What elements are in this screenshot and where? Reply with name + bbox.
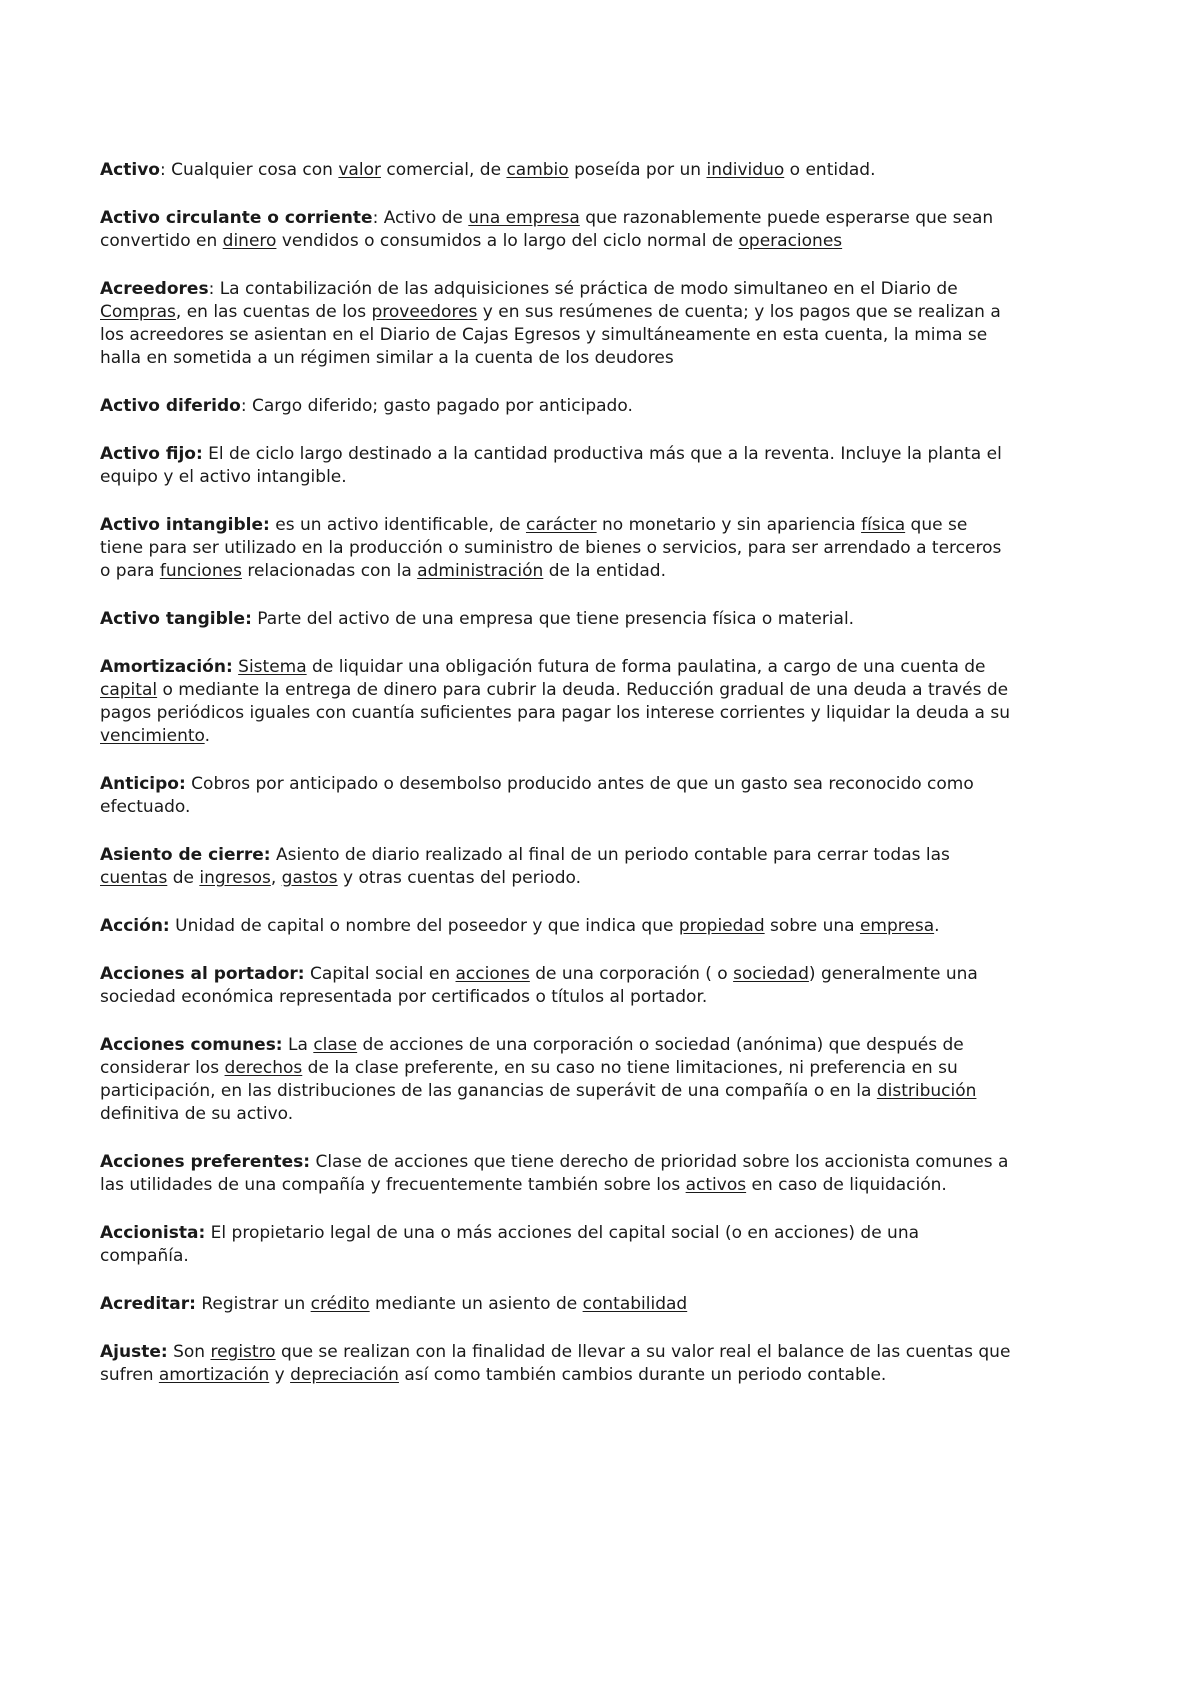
definition-text: de acciones de una corporación o sociedad (anónima) que después de considerar los — [100, 1035, 964, 1078]
glossary-link[interactable]: proveedores — [371, 302, 478, 322]
definition-text: ) generalmente una sociedad económica representada por certificados o títulos al portador. — [100, 964, 978, 1007]
definition-text: comercial, de — [380, 160, 507, 180]
glossary-entry — [100, 1341, 1012, 1387]
definition-text: así como también cambios durante un periodo contable. — [398, 1365, 887, 1385]
glossary-entry — [100, 514, 1012, 583]
glossary-link[interactable]: una empresa — [468, 208, 580, 228]
glossary-link[interactable]: dinero — [222, 231, 277, 251]
glossary-link[interactable]: ingresos — [199, 868, 271, 888]
definition-text: : La contabilización de las adquisiciones sé práctica de modo simultaneo en el Diario de — [208, 279, 958, 299]
definition-text: . — [934, 916, 940, 936]
definition-text: definitiva de su activo. — [100, 1104, 294, 1124]
definition-text: , — [270, 868, 282, 888]
glossary-link[interactable]: depreciación — [290, 1365, 399, 1385]
glossary-entry — [100, 1151, 1012, 1197]
definition-text: Registrar un — [195, 1294, 311, 1314]
definition-text: El de ciclo largo destinado a la cantidad productiva más que a la reventa. Incluye la planta el equipo y el activo intangible. — [100, 444, 1002, 487]
definition-text: de la entidad. — [543, 561, 666, 581]
glossary-link[interactable]: Sistema — [238, 657, 307, 677]
definition-text: que se tiene para ser utilizado en la producción o suministro de bienes o servicios, para ser arrendado a terceros o para — [100, 515, 1002, 581]
definition-text: Capital social en — [304, 964, 456, 984]
glossary-link[interactable]: derechos — [224, 1058, 303, 1078]
glossary-link[interactable]: vencimiento — [100, 726, 205, 746]
definition-text: Unidad de capital o nombre del poseedor y que indica que — [169, 916, 679, 936]
glossary-link[interactable]: administración — [417, 561, 544, 581]
glossary-link[interactable]: funciones — [159, 561, 242, 581]
definition-text: y otras cuentas del periodo. — [337, 868, 581, 888]
glossary-link[interactable]: individuo — [706, 160, 785, 180]
glossary-entry — [100, 608, 1012, 631]
glossary-entry — [100, 1293, 1012, 1316]
definition-text: poseída por un — [568, 160, 707, 180]
definition-text: y — [269, 1365, 291, 1385]
glossary-term: Acciones al portador: — [100, 964, 305, 984]
glossary-link[interactable]: empresa — [859, 916, 935, 936]
glossary-term: Ajuste: — [100, 1342, 168, 1362]
definition-text: : Cualquier cosa con — [159, 160, 339, 180]
glossary-link[interactable]: propiedad — [678, 916, 765, 936]
glossary-term: Acciones preferentes: — [100, 1152, 311, 1172]
glossary-entry — [100, 207, 1012, 253]
glossary-link[interactable]: sociedad — [733, 964, 809, 984]
definition-text: Cobros por anticipado o desembolso producido antes de que un gasto sea reconocido como efectuado. — [100, 774, 974, 817]
glossary-entry — [100, 773, 1012, 819]
definition-text: en caso de liquidación. — [746, 1175, 947, 1195]
definition-text: relacionadas con la — [241, 561, 418, 581]
glossary-term: Activo diferido — [100, 396, 241, 416]
glossary-term: Acción: — [100, 916, 170, 936]
definition-text: o entidad. — [784, 160, 876, 180]
definition-text: El propietario legal de una o más acciones del capital social (o en acciones) de una compañía. — [100, 1223, 920, 1266]
glossary-link[interactable]: valor — [338, 160, 381, 180]
glossary-entry — [100, 1222, 1012, 1268]
glossary-link[interactable]: carácter — [525, 515, 597, 535]
glossary-term: Acciones comunes: — [100, 1035, 283, 1055]
glossary-link[interactable]: gastos — [281, 868, 338, 888]
glossary-entry — [100, 1034, 1012, 1126]
glossary-link[interactable]: contabilidad — [582, 1294, 688, 1314]
glossary-link[interactable]: capital — [100, 680, 158, 700]
glossary-link[interactable]: Compras — [100, 302, 176, 322]
definition-text: o mediante la entrega de dinero para cubrir la deuda. Reducción gradual de una deuda a través de pagos periódicos iguales con cuantía suficientes para pagar los interese corrientes y liquidar la deuda a su — [100, 680, 1011, 723]
definition-text: de la clase preferente, en su caso no tiene limitaciones, ni preferencia en su participación, en las distribuciones de las ganancias de superávit de una compañía o en la — [100, 1058, 958, 1101]
definition-text: : Cargo diferido; gasto pagado por anticipado. — [240, 396, 633, 416]
definition-text: de — [167, 868, 200, 888]
glossary-term: Acreedores — [100, 279, 209, 299]
glossary-term: Amortización: — [100, 657, 233, 677]
glossary-term: Activo circulante o corriente — [100, 208, 373, 228]
glossary-entry — [100, 963, 1012, 1009]
definition-text: que razonablemente puede esperarse que sean convertido en — [100, 208, 994, 251]
definition-text: que se realizan con la finalidad de llevar a su valor real el balance de las cuentas que sufren — [100, 1342, 1011, 1385]
definition-text: vendidos o consumidos a lo largo del ciclo normal de — [276, 231, 739, 251]
definition-text: . — [204, 726, 211, 746]
definition-text: y en sus resúmenes de cuenta; y los pagos que se realizan a los acreedores se asientan en el Diario de Cajas Egresos y simultáneamente en esta cuenta, la mima se halla en sometida a un régimen similar a la cuenta de los deudores — [100, 302, 1001, 368]
glossary-term: Activo fijo: — [100, 444, 203, 464]
glossary-link[interactable]: operaciones — [738, 231, 843, 251]
glossary-entry — [100, 656, 1012, 748]
definition-text: , en las cuentas de los — [175, 302, 372, 322]
glossary-term: Activo — [100, 160, 160, 180]
glossary-link[interactable]: amortización — [158, 1365, 270, 1385]
glossary-link[interactable]: crédito — [310, 1294, 370, 1314]
glossary-term: Asiento de cierre: — [100, 845, 271, 865]
definition-text: de una corporación ( o — [529, 964, 734, 984]
glossary-entry — [100, 443, 1012, 489]
definition-text: Clase de acciones que tiene derecho de prioridad sobre los accionista comunes a las utilidades de una compañía y frecuentemente también sobre los — [100, 1152, 1009, 1195]
glossary-term: Activo tangible: — [100, 609, 252, 629]
glossary-link[interactable]: física — [861, 515, 906, 535]
definition-text: es un activo identificable, de — [269, 515, 526, 535]
definition-text: no monetario y sin apariencia — [596, 515, 862, 535]
definition-text: sobre una — [764, 916, 860, 936]
glossary-entry — [100, 395, 1012, 418]
glossary-entry — [100, 278, 1012, 370]
glossary-link[interactable]: registro — [210, 1342, 276, 1362]
glossary-link[interactable]: cuentas — [100, 868, 168, 888]
glossary-term: Activo intangible: — [100, 515, 270, 535]
glossary-link[interactable]: acciones — [455, 964, 530, 984]
definition-text: Parte del activo de una empresa que tiene presencia física o material. — [251, 609, 855, 629]
glossary-link[interactable]: cambio — [506, 160, 569, 180]
glossary-document — [100, 159, 1012, 1412]
glossary-term: Accionista: — [100, 1223, 206, 1243]
definition-text: Asiento de diario realizado al final de un periodo contable para cerrar todas las — [270, 845, 950, 865]
definition-text: Son — [167, 1342, 211, 1362]
definition-text: La — [282, 1035, 314, 1055]
glossary-term: Anticipo: — [100, 774, 186, 794]
glossary-link[interactable]: clase — [313, 1035, 358, 1055]
glossary-term: Acreditar: — [100, 1294, 196, 1314]
glossary-entry — [100, 159, 1012, 182]
definition-text: de liquidar una obligación futura de forma paulatina, a cargo de una cuenta de — [306, 657, 986, 677]
glossary-entry — [100, 915, 1012, 938]
definition-text: : Activo de — [372, 208, 469, 228]
glossary-link[interactable]: activos — [685, 1175, 747, 1195]
definition-text: mediante un asiento de — [369, 1294, 583, 1314]
glossary-entry — [100, 844, 1012, 890]
glossary-link[interactable]: distribución — [876, 1081, 977, 1101]
